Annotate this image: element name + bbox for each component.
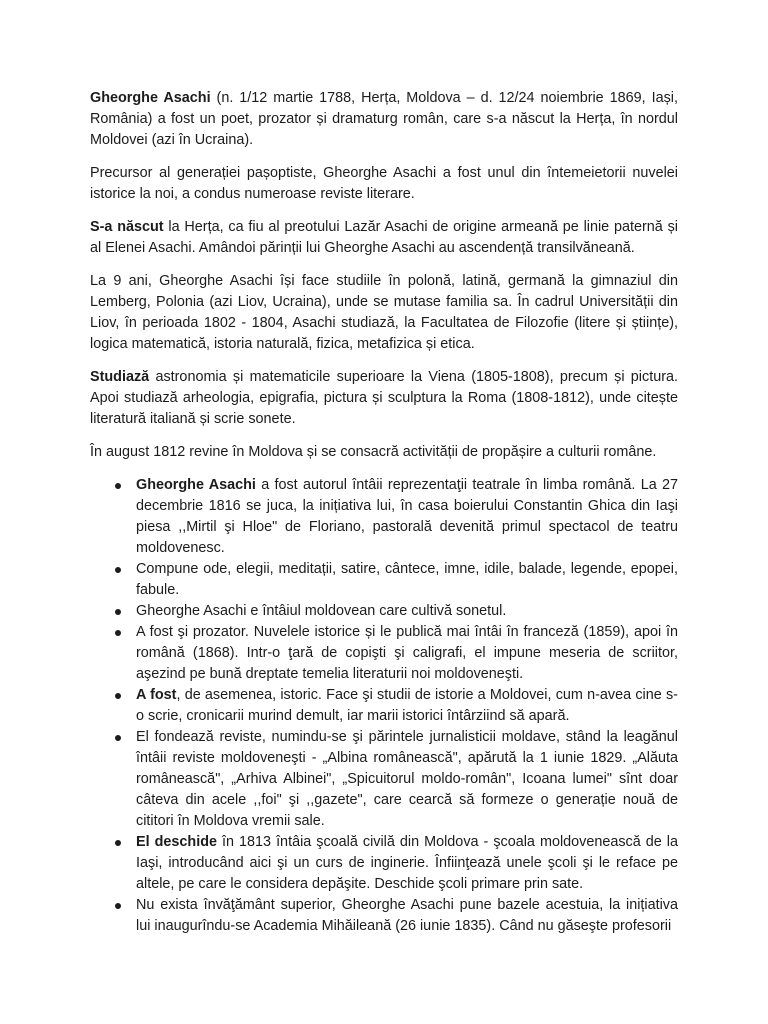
bullet-icon	[115, 567, 121, 573]
paragraph-precursor	[90, 163, 678, 205]
paragraph-text: La 9 ani, Gheorghe Asachi își face studiile în polonă, latină, germană la gimnaziul din Lemberg, Polonia (azi Liov, Ucraina), unde se mutase familia sa. În cadrul Universității din Liov, în perioada 1802 - 1804, Asachi studiază, la Facultatea de Filozofie (litere și științe), logica matematică, istoria naturală, fizica, metafizica și etica.	[90, 273, 678, 352]
paragraph-birth	[90, 217, 678, 259]
paragraph-text: (n. 1/12 martie 1788, Herța, Moldova – d. 12/24 noiembrie 1869, Iași, România) a fost un poet, prozator și dramaturg român, care s-a născut la Herța, în nordul Moldovei (azi în Ucraina).	[90, 90, 678, 148]
paragraph-education	[90, 271, 678, 355]
list-item-text: , de asemenea, istoric. Face şi studii de istorie a Moldovei, cum n-avea cine s-o scrie, cronicarii murind demult, iar marii istorici întârziind să apară.	[136, 687, 678, 724]
paragraph-text: la Herța, ca fiu al preotului Lazăr Asachi de origine armeană pe linie paternă și al Elenei Asachi. Amândoi părinții lui Gheorghe Asachi au ascendență transilvăneană.	[90, 219, 678, 256]
paragraph-return	[90, 442, 678, 463]
list-item	[136, 622, 678, 685]
list-item-text: A fost şi prozator. Nuvelele istorice și le publică mai întâi în franceză (1859), apoi în română (1868). Intr-o ţară de copişti şi caligrafi, el impune meseria de scriitor, aşezind pe bună dreptate temelia literaturii noi moldoveneşti.	[136, 624, 678, 682]
paragraph-intro	[90, 88, 678, 151]
document-page	[90, 88, 678, 937]
list-item	[136, 832, 678, 895]
bullet-icon	[115, 693, 121, 699]
bullet-icon	[115, 840, 121, 846]
list-item	[136, 895, 678, 937]
list-item-text: în 1813 întâia şcoală civilă din Moldova - şcoala moldovenească de la Iaşi, introducând aici şi un curs de inginerie. Înfiinţează unele şcoli şi le reface pe altele, pe care le considera depăşite. Deschide şcoli primare prin sate.	[136, 834, 678, 892]
bold-lead: Studiază	[90, 369, 150, 385]
paragraph-text: astronomia și matematicile superioare la Viena (1805-1808), precum și pictura. Apoi studiază arheologia, epigrafia, pictura și sculptura la Roma (1808-1812), unde citește literatură italiană și scrie sonete.	[90, 369, 678, 427]
bold-lead: Gheorghe Asachi	[90, 90, 211, 106]
paragraph-text: Precursor al generației pașoptiste, Gheorghe Asachi a fost unul din întemeietorii nuvelei istorice la noi, a condus numeroase reviste literare.	[90, 165, 678, 202]
list-item	[136, 475, 678, 559]
bold-lead: Gheorghe Asachi	[136, 477, 256, 493]
list-item	[136, 727, 678, 832]
list-item-text: Gheorghe Asachi e întâiul moldovean care cultivă sonetul.	[136, 603, 507, 619]
list-item	[136, 559, 678, 601]
list-item-text: Nu exista învăţământ superior, Gheorghe Asachi pune bazele acestuia, la inițiativa lui inaugurîndu-se Academia Mihăileană (26 iunie 1835). Când nu găseşte profesorii	[136, 897, 678, 934]
bold-lead: A fost	[136, 687, 177, 703]
paragraph-text: În august 1812 revine în Moldova și se consacră activității de propășire a culturii române.	[90, 444, 657, 460]
bold-lead: S-a născut	[90, 219, 164, 235]
bold-lead: El deschide	[136, 834, 217, 850]
bullet-icon	[115, 630, 121, 636]
list-item-text: a fost autorul întâii reprezentaţii teatrale în limba română. La 27 decembrie 1816 se juca, la inițiativa lui, în casa boierului Constantin Ghica din Iaşi piesa ,,Mirtil şi Hloe" de Floriano, pastorală devenită primul spectacol de teatru moldovenesc.	[136, 477, 678, 556]
bullet-icon	[115, 609, 121, 615]
list-item-text: El fondează reviste, numindu-se şi părintele jurnalisticii moldave, stând la leagănul întâii reviste moldoveneşti - „Albina românească", apărută la 1 iunie 1829. „Alăuta românească", „Arhiva Albinei", „Spicuitorul moldo-român", Icoana lumei" sînt doar câteva din acele ,,foi" şi ,,gazete", care cearcă să formeze o generație nouă de cititori în Moldova vremii sale.	[136, 729, 678, 829]
paragraph-studies	[90, 367, 678, 430]
bullet-icon	[115, 903, 121, 909]
list-item	[136, 601, 678, 622]
bullet-icon	[115, 483, 121, 489]
list-item	[136, 685, 678, 727]
bullet-icon	[115, 735, 121, 741]
list-item-text: Compune ode, elegii, meditații, satire, cântece, imne, idile, balade, legende, epopei, fabule.	[136, 561, 678, 598]
bullet-list	[90, 475, 678, 937]
